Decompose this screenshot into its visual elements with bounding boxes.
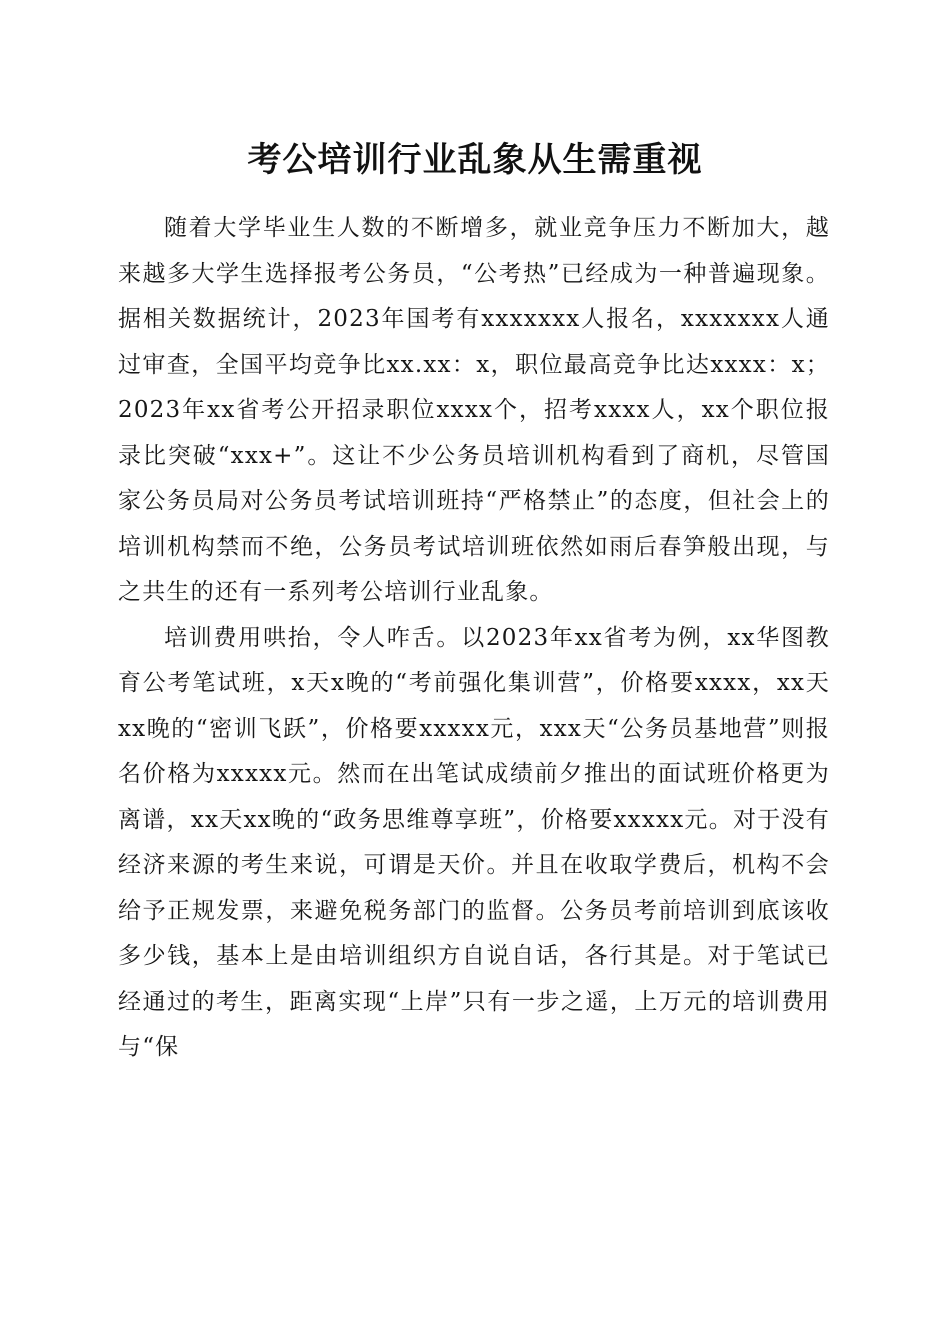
paragraph-1: 随着大学毕业生人数的不断增多，就业竞争压力不断加大，越来越多大学生选择报考公务员，“公考热”已经成为一种普遍现象。据相关数据统计，2023年国考有xxxxxxx人报名，xxxxxxx人通过审查，全国平均竞争比xx.xx：x，职位最高竞争比达xxxx：x；2023年xx省考公开招录职位xxxx个，招考xxxx人，xx个职位报录比突破“xxx+”。这让不少公务员培训机构看到了商机，尽管国家公务员局对公务员考试培训班持“严格禁止”的态度，但社会上的培训机构禁而不绝，公务员考试培训班依然如雨后春笋般出现，与之共生的还有一系列考公培训行业乱象。 — [118, 215, 830, 605]
document-title: 考公培训行业乱象从生需重视 — [247, 140, 703, 180]
paragraph-2: 培训费用哄抬，令人咋舌。以2023年xx省考为例，xx华图教育公考笔试班，x天x晚的“考前强化集训营”，价格要xxxx，xx天xx晚的“密训飞跃”，价格要xxxxx元，xxx天“公务员基地营”则报名价格为xxxxx元。然而在出笔试成绩前夕推出的面试班价格更为离谱，xx天xx晚的“政务思维尊享班”，价格要xxxxx元。对于没有经济来源的考生来说，可谓是天价。并且在收取学费后，机构不会给予正规发票，来避免税务部门的监督。公务员考前培训到底该收多少钱，基本上是由培训组织方自说自话，各行其是。对于笔试已经通过的考生，距离实现“上岸”只有一步之遥，上万元的培训费用与“保 — [118, 624, 830, 1060]
document-body — [118, 206, 830, 1071]
